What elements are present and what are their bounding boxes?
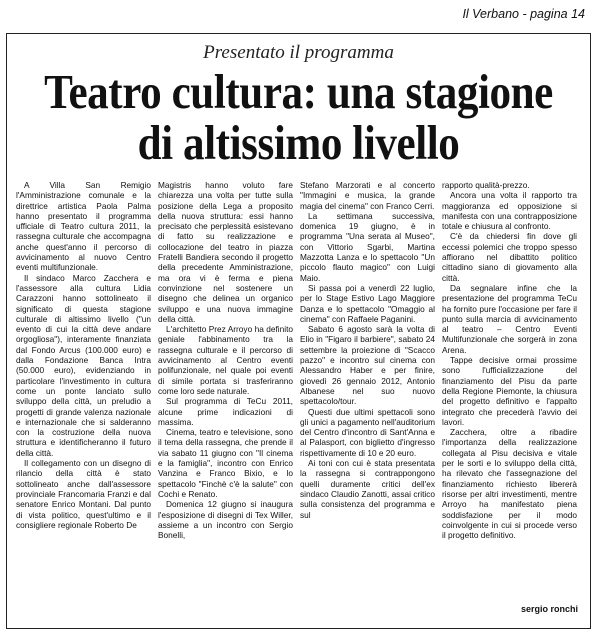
article-body xyxy=(16,180,584,620)
paragraph: L'architetto Prez Arroyo ha definito geniale l'abbinamento tra la rassegna culturale e il percorso di avvicinamento al Centro eventi polifunzionale, nel quale poi eventi di simile portata si trasferiranno come loro sede naturale. xyxy=(158,324,293,396)
headline-line-1: Teatro cultura: una stagione xyxy=(44,64,553,119)
paragraph: Cinema, teatro e televisione, sono il tema della rassegna, che prende il via sabato 11 giugno con "Il cinema e la famiglia", incontro con Enrico Vanzina e Franco Bixio, e lo spettacolo "Finchè c'è la salute" con Cochi e Renato. xyxy=(158,427,293,499)
paragraph: Stefano Marzorati e al concerto "Immagini e musica, la grande magia del cinema" con Franco Cerri. xyxy=(300,180,435,211)
paragraph: Tappe decisive ormai prossime sono l'ufficializzazione del finanziamento del Pisu da parte della Regione Piemonte, la chiusura del progetto definitivo e l'appalto integrato che precederà l'avvio dei lavori. xyxy=(442,355,577,427)
paragraph: Sabato 6 agosto sarà la volta di Elio in "Figaro il barbiere", sabato 24 settembre la proiezione di "Scacco pazzo" e incontro sul cinema con Alessandro Haber e per finire, giovedì 26 gennaio 2012, Antonio Albanese nel suo nuovo spettacolo/tour. xyxy=(300,324,435,407)
paragraph: Magistris hanno voluto fare chiarezza una volta per tutte sulla posizione della Lega a proposito della nuova struttura: essi hanno precisato che perplessità esistevano di fatto su realizzazione e collocazione del teatro in piazza Fratelli Bandiera secondo il progetto della precedente Amministrazione, ma ora vi è ferma e piena convinzione nel sostenere un disegno che delinea un organico sviluppo e una nuova immagine della città. xyxy=(158,180,293,324)
paragraph: Ancora una volta il rapporto tra maggioranza ed opposizione si manifesta con una contrapposizione totale e chiusura al confronto. xyxy=(442,190,577,232)
paragraph: Da segnalare infine che la presentazione del programma TeCu ha fornito pure l'occasione per fare il punto sulla marcia di avvicinamento al teatro – Centro Eventi Multifunzionale che sorgerà in zona Arena. xyxy=(442,282,577,355)
paragraph: Il collegamento con un disegno di rilancio della città è stato sottolineato anche dall'assessore provinciale Francomaria Franzi e dal senatore Enrico Montani. Dal punto di vista politico, quest'ultimo e il consigliere regionale Roberto De xyxy=(16,458,151,530)
headline-line-2: di altissimo livello xyxy=(137,115,460,170)
article-headline xyxy=(36,66,561,168)
paragraph: Zacchera, oltre a ribadire l'importanza della realizzazione collegata al Pisu decisiva e vitale per le sorti e lo sviluppo della città, ha rilevato che l'assegnazione del finanziamento richiesto libererà risorse per altri investimenti, mentre Arroyo ha manifestato piena soddisfazione per il modo coinvolgente in cui si procede verso il progetto definitivo. xyxy=(442,427,577,541)
article-column-4 xyxy=(442,180,577,620)
paragraph: Sul programma di TeCu 2011, alcune prime indicazioni di massima. xyxy=(158,396,293,427)
paragraph: Domenica 12 giugno si inaugura l'esposizione di disegni di Tex Willer, assieme a un incontro con Sergio Bonelli, xyxy=(158,499,293,541)
paragraph: Il sindaco Marco Zacchera e l'assessore alla cultura Lidia Carazzoni hanno sottolineato il significato di questa stagione culturale di altissimo livello ("un evento di cui la città deve andare orgogliosa"), interamente finanziata dal Fondo Arcus (100.000 euro) e dalla Fondazione Banca Intra (50.000 euro), evidenziando in particolare l'investimento in cultura come un ponte lanciato sullo sviluppo della città, un preludio a progetti di grande valenza nazionale e internazionale che si salderanno con la costruzione della nuova struttura e identificheranno il futuro della città. xyxy=(16,272,151,458)
paragraph: C'è da chiedersi fin dove gli eccessi polemici che troppo spesso affiorano nel dibattito politico cittadino siano di giovamento alla città. xyxy=(442,231,577,283)
paragraph: A Villa San Remigio l'Amministrazione comunale e la direttrice artistica Paola Palma hanno presentato il programma ufficiale di Teatro cultura 2011, la rassegna culturale che accompagna anche quest'anno il percorso di avvicinamento al nuovo Centro eventi multifunzionale. xyxy=(16,180,151,273)
page-header: Il Verbano - pagina 14 xyxy=(462,7,585,21)
article-column-1 xyxy=(16,180,151,620)
paragraph: Si passa poi a venerdì 22 luglio, per lo Stage Estivo Lago Maggiore Danza e lo spettacolo "Omaggio al cinema" con Raffaele Paganini. xyxy=(300,282,435,324)
article-column-2 xyxy=(158,180,293,620)
paragraph: Questi due ultimi spettacoli sono gli unici a pagamento nell'auditorium del Centro d'incontro di Sant'Anna e al Palasport, con biglietto d'ingresso rispettivamente di 10 e 20 euro. xyxy=(300,406,435,458)
paragraph: rapporto qualità-prezzo. xyxy=(442,180,530,190)
article-column-3 xyxy=(300,180,435,620)
article-byline: sergio ronchi xyxy=(520,604,578,614)
paragraph: Ai toni con cui è stata presentata la rassegna si contrappongono quelli duramente critici dell'ex sindaco Claudio Zanotti, assai critico sulla consistenza del programma e sul xyxy=(300,458,435,520)
paragraph: La settimana successiva, domenica 19 giugno, è in programma "Una serata al Museo", con Vittorio Sgarbi, Martina Mazzotta Lanza e lo spettacolo "Un piccolo flauto magico" con Luigi Maio. xyxy=(300,210,435,283)
article-kicker: Presentato il programma xyxy=(203,42,394,63)
